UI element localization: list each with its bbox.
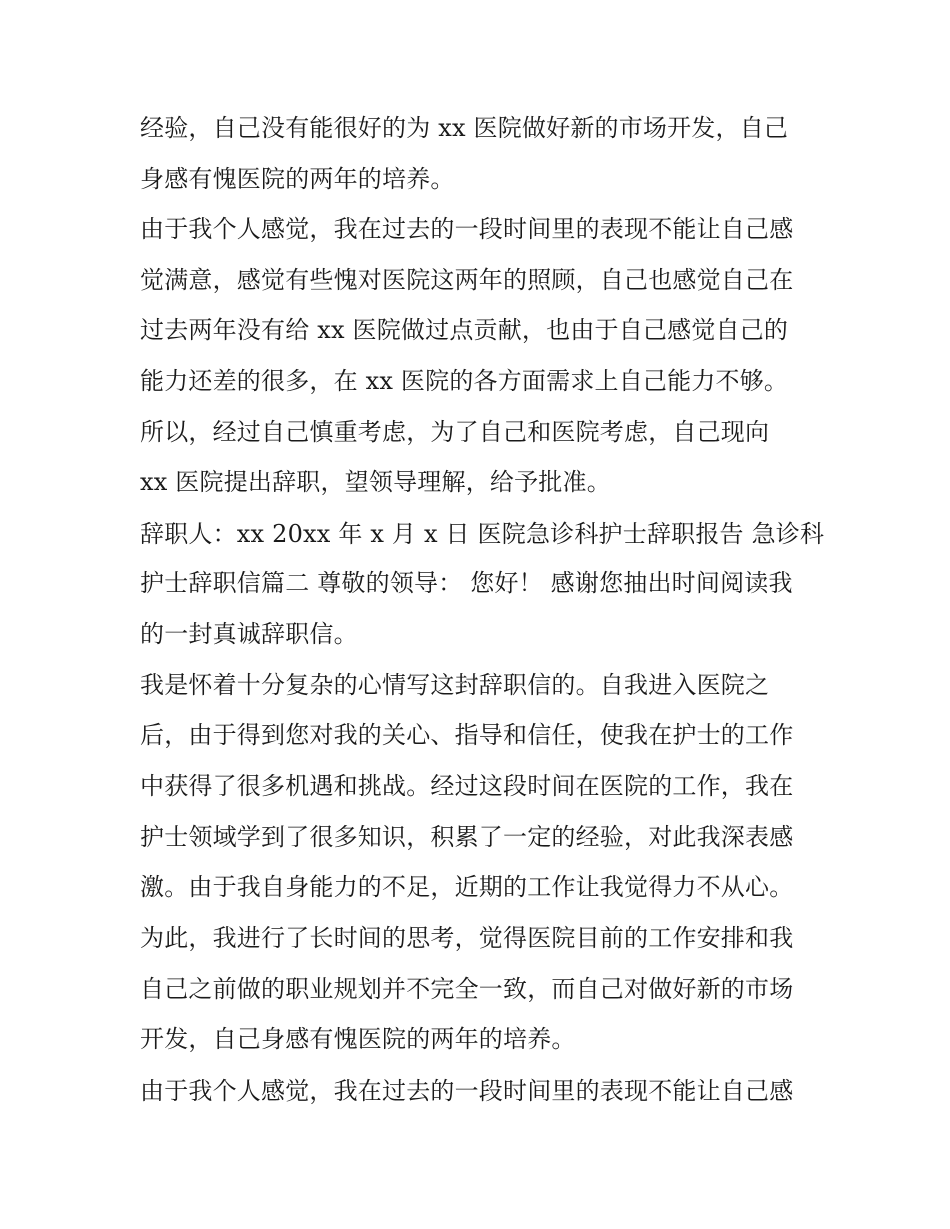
text-line: 觉满意，感觉有些愧对医院这两年的照顾，自己也感觉自己在 [140,266,794,294]
text-line: 过去两年没有给 xx 医院做过点贡献，也由于自己感觉自己的 [140,316,789,344]
text-line: 所以，经过自己慎重考虑，为了自己和医院考虑，自己现向 [140,418,770,446]
text-line: xx 医院提出辞职，望领导理解，给予批准。 [140,468,611,496]
text-line: 护士领域学到了很多知识，积累了一定的经验，对此我深表感 [140,823,794,851]
text-line: 为此，我进行了长时间的思考，觉得医院目前的工作安排和我 [140,924,794,952]
text-line: 由于我个人感觉，我在过去的一段时间里的表现不能让自己感 [140,215,794,243]
text-line: 中获得了很多机遇和挑战。经过这段时间在医院的工作，我在 [140,772,794,800]
text-line: 身感有愧医院的两年的培养。 [140,165,455,193]
text-line: 由于我个人感觉，我在过去的一段时间里的表现不能让自己感 [140,1077,794,1105]
text-line: 的一封真诚辞职信。 [140,620,358,648]
text-line: 激。由于我自身能力的不足，近期的工作让我觉得力不从心。 [140,873,794,901]
text-line: 护士辞职信篇二 尊敬的领导： 您好！ 感谢您抽出时间阅读我 [140,569,793,597]
text-line: 开发，自己身感有愧医院的两年的培养。 [140,1025,576,1053]
text-line: 能力还差的很多，在 xx 医院的各方面需求上自己能力不够。 [140,367,789,395]
text-line: 自己之前做的职业规划并不完全一致，而自己对做好新的市场 [140,975,794,1003]
text-line: 我是怀着十分复杂的心情写这封辞职信的。自我进入医院之 [140,671,770,699]
text-line: 经验，自己没有能很好的为 xx 医院做好新的市场开发，自己 [140,114,789,142]
text-line: 辞职人：xx 20xx 年 x 月 x 日 医院急诊科护士辞职报告 急诊科 [140,520,825,548]
text-line: 后，由于得到您对我的关心、指导和信任，使我在护士的工作 [140,721,794,749]
